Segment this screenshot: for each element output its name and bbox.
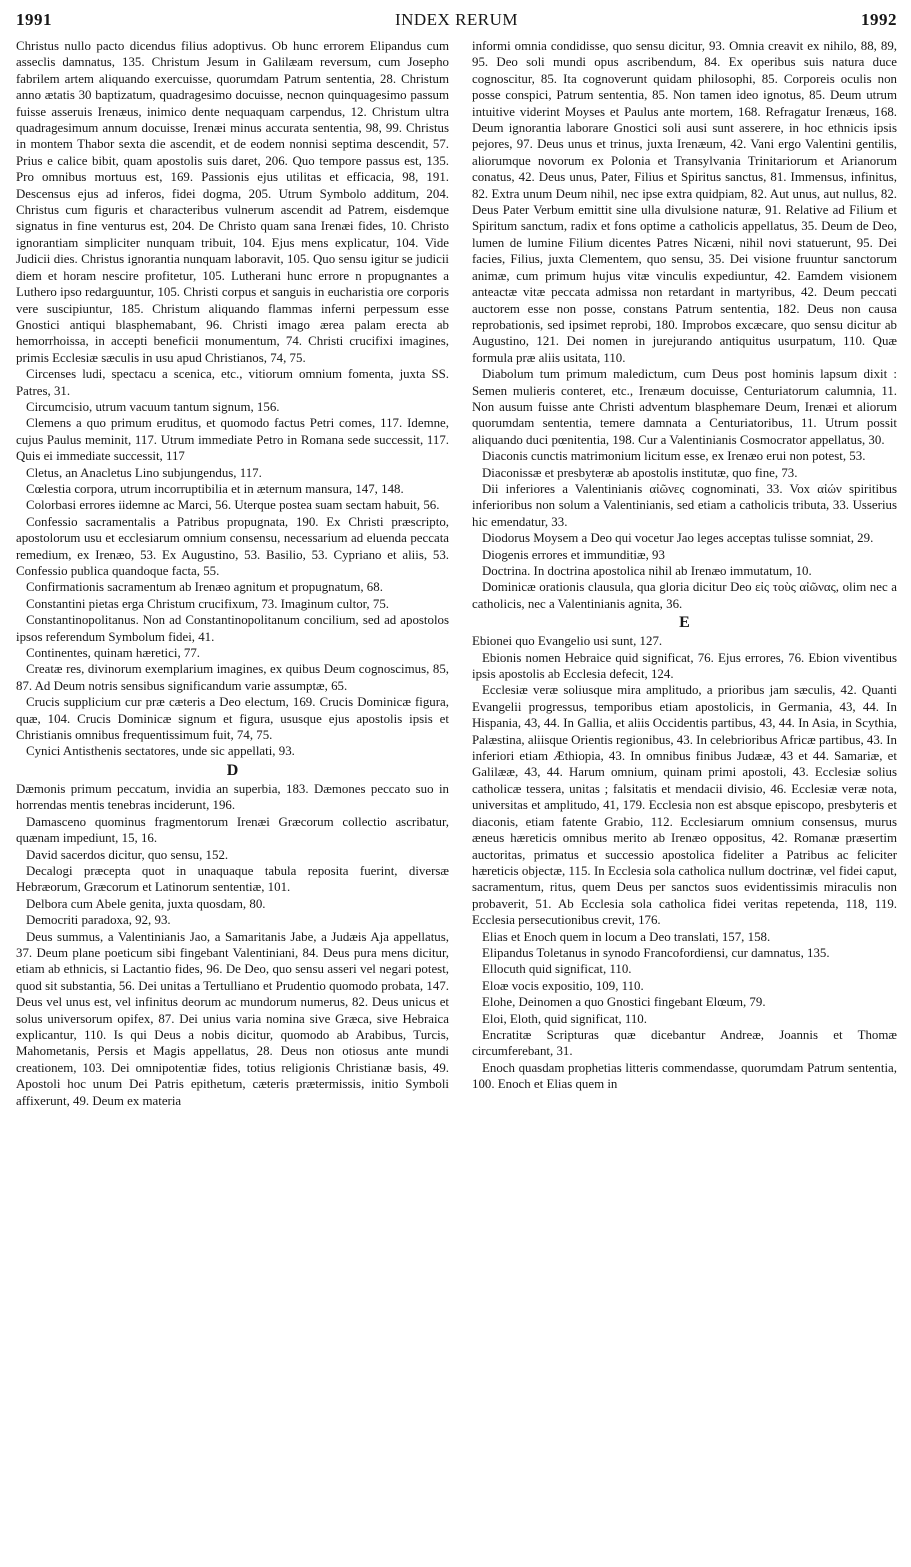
index-entry: Cynici Antisthenis sectatores, unde sic appellati, 93. <box>26 744 295 759</box>
index-entry: Colorbasi errores iidemne ac Marci, 56. Uterque postea suam sectam habuit, 56. <box>26 498 440 513</box>
index-entry: Confessio sacramentalis a Patribus propugnata, 190. Ex Christi præscripto, apostolorum usu et ecclesiarum omnium consensu, necessarium ad eluenda peccata remedium, ex Irenæo, 53. Ex Augustino, 53. Basilio, 53. Cypriano et aliis, 53. Confessio publica quandoque facta, 55. <box>16 514 449 578</box>
index-entry: Dæmonis primum peccatum, invidia an superbia, 183. Dæmones peccato suo in horrendas mentis tenebras inciderunt, 196. <box>16 781 449 813</box>
index-entry: Confirmationis sacramentum ab Irenæo agnitum et propugnatum, 68. <box>26 580 383 595</box>
index-entry: Delbora cum Abele genita, juxta quosdam, 80. <box>26 896 266 911</box>
index-entry: Constantinopolitanus. Non ad Constantinopolitanum concilium, sed ad apostolos ipsos referendum Symbolum fidei, 41. <box>16 613 449 644</box>
index-entry: Cletus, an Anacletus Lino subjungendus, 117. <box>26 465 262 480</box>
index-entry: Dii inferiores a Valentinianis αἰῶνες cognominati, 33. Vox αἰών spiritibus inferioribus non solum a Valentinianis, sed etiam a catholicis tributa, 33. Usserius hic emendatur, 33. <box>472 481 897 529</box>
index-entry: Crucis supplicium cur præ cæteris a Deo electum, 169. Crucis Dominicæ figura, quæ, 104. Crucis Dominicæ signum et figura, ususque ejus apostolis ipsis et Christianis omnibus frequentissimum fuit, 74, 75. <box>16 695 449 743</box>
index-entry: Ellocuth quid significat, 110. <box>482 962 632 977</box>
running-header <box>16 10 897 38</box>
two-column-body <box>16 38 897 1558</box>
index-entry: Enoch quasdam prophetias litteris commendasse, quorumdam Patrum sententia, 100. Enoch et Elias quem in <box>472 1060 897 1092</box>
index-entry: Encratitæ Scripturas quæ dicebantur Andreæ, Joannis et Thomæ circumferebant, 31. <box>472 1027 897 1059</box>
index-entry: Ebionis nomen Hebraice quid significat, 76. Ejus errores, 76. Ebion viventibus ipsis apostolis ab Ecclesia defecit, 124. <box>472 650 897 682</box>
section-letter-e: E <box>679 614 690 632</box>
index-entry: Decalogi præcepta quot in unaquaque tabula reposita fuerint, diversæ Hebræorum, Græcorum et Latinorum sententiæ, 101. <box>16 863 449 895</box>
index-entry: Diodorus Moysem a Deo qui vocetur Jao leges acceptas tulisse somniat, 29. <box>482 531 874 546</box>
index-entry: Clemens a quo primum eruditus, et quomodo factus Petri comes, 117. Idemne, cujus Paulus meminit, 117. Utrum immediate Petro in Romana sede successit, 117. Quis ei immediate successit, 117 <box>16 416 449 464</box>
index-entry: Diaconis cunctis matrimonium licitum esse, ex Irenæo erui non potest, 53. <box>482 449 866 464</box>
index-entry: Damasceno quominus fragmentorum Irenæi Græcorum collectio ascribatur, quænam impediunt, 15, 16. <box>16 814 449 846</box>
index-entry: Circumcisio, utrum vacuum tantum signum, 156. <box>26 399 280 414</box>
index-entry: Diaconissæ et presbyteræ ab apostolis institutæ, quo fine, 73. <box>482 465 798 480</box>
index-entry: Christus nullo pacto dicendus filius adoptivus. Ob hunc errorem Elipandus cum asseclis damnatus, 135. Christum Jesum in Galilæam reversum, cum Josepho fabrilem artem aliquando exercuisse, quorumdam Patrum sententia, 28. Christum anno ætatis 30 baptizatum, quadragesimo docuisse, necnon quinquagesimo passum fuisse asseruis Irenæus, inimico dente nequaquam carpendus, 12. Christum ultra quadragesimum annum docuisse, Irenæi minus accurata sententia, 98, 99. Christus in montem Thabor sexta die ascendit, et de eodem nonnisi septima descendit, 57. Prius e calice bibit, quam apostolis suis daret, 206. Quo tempore passus est, 135. Pro omnibus mortuus est, 169. Passionis ejus utilitas et efficacia, 98, 191. Descensus ejus ad inferos, fidei dogma, 205. Utrum Symbolo additum, 204. Christus cum figuris et characteribus vulnerum ascendit ad Patrem, eisdemque signatus in fine venturus est, 204. De Christo quam sana Irenæi fides, 10. Christo ignorantiam simpliciter nunquam tribuit, 104. Ejus mens explicatur, 104. Vide Judicii dies. Christus ignorantia nunquam laboravit, 105. Quo sensu igitur se judicii diem et horam nescire profitetur, 105. Lutherani hunc errore n propugnantes a Luthero ipso redarguuntur, 105. Christi corpus et sanguis in eucharistia ore corporis vere suscipiuntur, 185. Christum aliquando flammas inferni perpessum esse Gnostici antiqui blasphemabant, 96. Christi imago ærea palam erecta ab hemorrhoissa, in accepti beneficii monumentum, 74. Christi crucifixi imagines, primis Ecclesiæ sæculis in usu apud Christianos, 74, 75. <box>16 39 449 365</box>
index-entry: Cœlestia corpora, utrum incorruptibilia et in æternum mansura, 147, 148. <box>26 481 404 496</box>
index-entry: Circenses ludi, spectacu a scenica, etc., vitiorum omnium fomenta, juxta SS. Patres, 31. <box>16 367 449 398</box>
page-number-left: 1991 <box>16 10 52 29</box>
index-entry: Diogenis errores et immunditiæ, 93 <box>482 547 665 562</box>
index-entry: Eloæ vocis expositio, 109, 110. <box>482 978 644 993</box>
index-entry: David sacerdos dicitur, quo sensu, 152. <box>26 847 229 862</box>
index-entry: Deus summus, a Valentinianis Jao, a Samaritanis Jabe, a Judæis Aja appellatus, 37. Deum plane poeticum sibi fingebant Valentiniani, 84. Deus pura mens dicitur, etiam ab ethnicis, si Lactantio fides, 96. De Deo, quo sensu asseri vel negari potest, quod sit substantia, 56. Dei unitas a Tertulliano et Prudentio quomodo probata, 147. Deus vel unus est, vel infinitus deorum ac mundorum numerus, 82. Deus unicus et solus universorum opifex, 87. Dei unius varia nomina sive Græca, sive Hebraica explicantur, 110. Is qui Deus a nobis dicitur, quomodo ab Arabibus, Turcis, Mahometanis, Persis et Magis appellatus, 28. Deus non otiosus ante mundi creationem, 103. Dei omnipotentiæ fides, totius religionis Christianæ basis, 49. Apostoli hoc unum Dei Patris epithetum, cæteris prætermissis, initio Symboli affixerunt, 49. Deum ex materia <box>16 929 449 1108</box>
index-entry: Ebionei quo Evangelio usi sunt, 127. <box>472 634 663 649</box>
left-column <box>16 38 449 1558</box>
index-entry: Dominicæ orationis clausula, qua gloria dicitur Deo εἰς τοὺς αἰῶνας, olim nec a catholicis, nec a Valentinianis agnita, 36. <box>472 580 897 611</box>
index-entry: informi omnia condidisse, quo sensu dicitur, 93. Omnia creavit ex nihilo, 88, 89, 95. Deo soli mundi opus ascribendum, 84. Ex operibus suis natura duce cognoscitur, 85. Ita cognoverunt quidam philosophi, 85. Corporeis oculis non posse conspici, Patrum sententia, 85. Non tamen ideo ignotus, 85. Deum utrum intuitive viderint Moyses et Paulus ante mortem, 168. Refragatur Irenæus, 168. Deum ignorantia laborare Gnostici soli ausi sunt asserere, in hoc ethnicis ipsis pejores, 97. Deus unus et trinus, juxta Irenæum, 42. Vani ergo Valentini gentilis, aliorumque novorum ex Polonia et Transylvania Trinitariorum et Arianorum conatus, 42. Deus unus, Pater, Filius et Spiritus sanctus, 81. Immensus, infinitus, 82. Extra unum Deum nihil, nec ipse extra quidpiam, 82. Aut unus, aut nullus, 82. Deus Pater Verbum emittit sine ulla divulsione naturæ, 91. Relative ad Filium et Spiritum sanctum, radix et fons optime a catholicis appellatus, 35. Deum de Deo, lumen de lumine Filium dicentes Patres Nicæni, nihil novi statuerunt, 95. Dei facies, Filius, juxta Clementem, quo sensu, 35. Dei visione fruuntur sanctorum animæ, cum primum hujus vitæ vinculis expediuntur, 42. Eamdem visionem anteactæ vitæ peccata admissa non retardant in martyribus, 42. Deum peccati auctorem esse non posse, constans Patrum sententia, 182. Deus non causa reprobationis, sed ipsimet reprobi, 180. Improbos excæcare, quo sensu dicitur ab Augustino, 121. Dei nomen in jurejurando antiquitus usurpatum, 110. Quæ formula præ aliis usitata, 110. <box>472 39 897 365</box>
entries-c <box>16 38 449 760</box>
index-entry: Ecclesiæ veræ soliusque mira amplitudo, a prioribus jam sæculis, 42. Quanti Evangelii progressus, temporibus etiam apostolicis, in Germania, 43, 44. In Hispania, 43, 44. In Gallia, et aliis Occidentis partibus, 43, 44. In Asia, in Scythia, Palæstina, aliisque Orientis regionibus, 43. In celebrioribus Africæ partibus, 43. In inferiori etiam Æthiopia, 43. In omnibus finibus Judææ, 43 et 44. Samariæ, et Galilææ, 43, 44. Harum omnium, quinam primi apostoli, 43. Ecclesiæ solius catholicæ tessera, unitas ; falsitatis et mendacii divisio, 46. Ecclesiæ veræ nota, universitas et amplitudo, 41, 179. Ecclesia non est absque episcopo, presbyteris et diaconis, etiam fatente Grabio, 112. Ecclesiarum omnium consensus, murus æneus hæreticis omnibus merito ab Irenæo oppositus, 42. Romanæ præsertim auctoritas, primatus et successio apostolica fideliter a Patribus ac feliciter hæreticis objectæ, 115. In Ecclesia sola catholica nullum doctrinæ, vel fidei caput, sacramentum, ritus, quem Deus per sanctos suos evidentissimis miraculis non probaverit, 51. Ab Ecclesia sola catholica fidei veritas repetenda, 118, 119. Ecclesia persecutionibus crevit, 176. <box>472 683 897 928</box>
index-entry: Democriti paradoxa, 92, 93. <box>26 913 171 928</box>
index-entry: Constantini pietas erga Christum crucifixum, 73. Imaginum cultor, 75. <box>26 596 389 611</box>
index-entry: Elias et Enoch quem in locum a Deo translati, 157, 158. <box>482 929 771 944</box>
index-entry: Doctrina. In doctrina apostolica nihil ab Irenæo immutatum, 10. <box>482 564 812 578</box>
running-title: INDEX RERUM <box>394 10 519 29</box>
index-entry: Elipandus Toletanus in synodo Francofordiensi, cur damnatus, 135. <box>482 945 830 960</box>
right-column <box>472 38 897 1558</box>
entries-e <box>472 633 897 1092</box>
entries-d <box>16 781 449 1109</box>
index-entry: Creatæ res, divinorum exemplarium imagines, ex quibus Deum cognoscimus, 85, 87. Ad Deum notris sensibus significandum varie assumptæ, 65. <box>16 662 449 693</box>
index-entry: Diabolum tum primum maledictum, cum Deus post hominis lapsum dixit : Semen mulieris conteret, etc., Irenæum docuisse, Centuriatorum calumnia, 11. Non ausum fuisse ante Christi adventum blasphemare Deum, Irenæi et aliorum quorumdam sententia, temere damnata a Centuriatoribus, 11. Utrum possit aliquando duci pœnitentia, 198. Cur a Valentinianis Cosmocrator appellatus, 30. <box>472 367 897 447</box>
page-number-right: 1992 <box>861 10 897 29</box>
entries-d-continued <box>472 38 897 612</box>
index-entry: Elohe, Deinomen a quo Gnostici fingebant Elœum, 79. <box>482 995 766 1010</box>
index-entry: Eloi, Eloth, quid significat, 110. <box>482 1011 647 1026</box>
section-letter-d: D <box>226 761 239 779</box>
index-entry: Continentes, quinam hæretici, 77. <box>26 646 200 661</box>
